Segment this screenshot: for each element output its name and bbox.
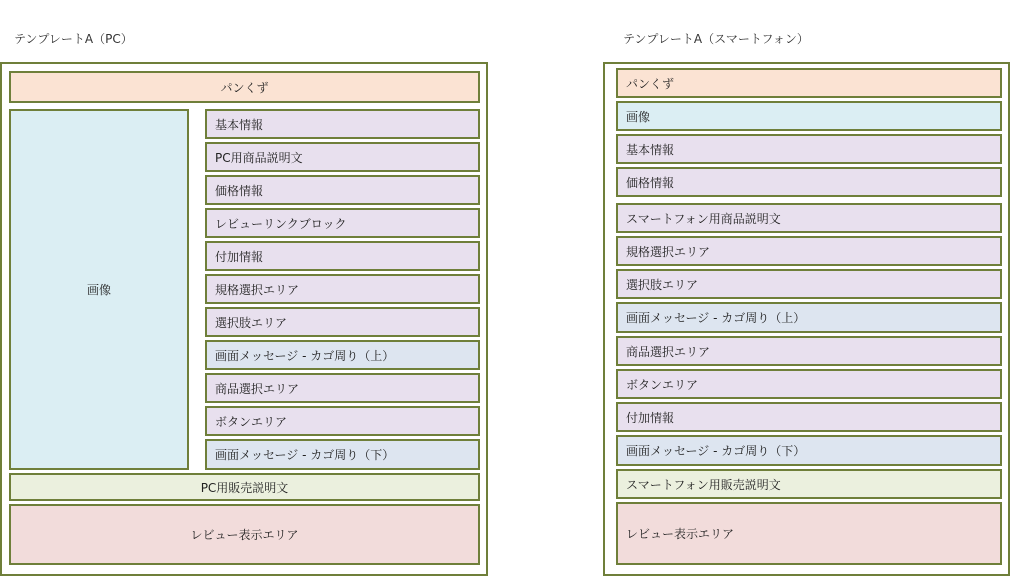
pc-image-block <box>9 109 189 470</box>
pc-message-cart-top-label: 画面メッセージ - カゴ周り（上） <box>215 348 395 363</box>
sp-additional-info-block <box>616 402 1002 432</box>
sp-basic-info-block <box>616 134 1002 164</box>
sp-breadcrumb-label: パンくず <box>626 76 675 91</box>
pc-product-select-label: 商品選択エリア <box>215 381 300 396</box>
sp-review-display-block <box>616 502 1002 565</box>
pc-template-title: テンプレートA（PC） <box>14 32 133 46</box>
sp-sales-description-block <box>616 469 1002 499</box>
sp-message-cart-top-block <box>616 302 1002 333</box>
sp-message-cart-top-label: 画面メッセージ - カゴ周り（上） <box>626 311 806 325</box>
pc-price-info-block <box>205 175 480 205</box>
pc-sales-description-label: PC用販売説明文 <box>200 480 289 495</box>
sp-spec-select-label: 規格選択エリア <box>626 244 711 259</box>
sp-sales-description-label: スマートフォン用販売説明文 <box>626 477 781 492</box>
sp-button-area-label: ボタンエリア <box>626 377 699 392</box>
pc-description-block <box>205 142 480 172</box>
pc-basic-info-label: 基本情報 <box>215 117 264 132</box>
pc-button-area-block <box>205 406 480 436</box>
pc-review-display-block <box>9 504 480 565</box>
sp-template-title: テンプレートA（スマートフォン） <box>623 32 809 46</box>
sp-spec-select-block <box>616 236 1002 266</box>
sp-message-cart-bottom-block <box>616 435 1002 466</box>
pc-sales-description-block <box>9 473 480 501</box>
pc-review-display-label: レビュー表示エリア <box>190 528 299 542</box>
sp-additional-info-label: 付加情報 <box>626 410 675 425</box>
pc-option-area-label: 選択肢エリア <box>215 315 288 330</box>
sp-button-area-block <box>616 369 1002 399</box>
pc-option-area-block <box>205 307 480 337</box>
sp-image-label: 画像 <box>626 109 651 124</box>
sp-option-area-label: 選択肢エリア <box>626 277 699 292</box>
sp-basic-info-label: 基本情報 <box>626 142 675 157</box>
pc-image-label: 画像 <box>86 283 111 297</box>
pc-message-cart-top-block <box>205 340 480 370</box>
sp-review-display-label: レビュー表示エリア <box>626 527 735 541</box>
sp-product-select-block <box>616 336 1002 366</box>
sp-option-area-block <box>616 269 1002 299</box>
pc-product-select-block <box>205 373 480 403</box>
pc-price-info-label: 価格情報 <box>215 183 264 198</box>
sp-price-info-label: 価格情報 <box>626 175 675 190</box>
pc-description-label: PC用商品説明文 <box>215 150 303 165</box>
sp-description-block <box>616 203 1002 233</box>
pc-breadcrumb-block <box>9 71 480 103</box>
pc-basic-info-block <box>205 109 480 139</box>
pc-spec-select-block <box>205 274 480 304</box>
pc-review-link-block <box>205 208 480 238</box>
sp-image-block <box>616 101 1002 131</box>
pc-review-link-label: レビューリンクブロック <box>215 216 347 231</box>
sp-message-cart-bottom-label: 画面メッセージ - カゴ周り（下） <box>626 444 806 458</box>
sp-description-label: スマートフォン用商品説明文 <box>626 211 781 226</box>
pc-additional-info-block <box>205 241 480 271</box>
sp-price-info-block <box>616 167 1002 197</box>
pc-message-cart-bottom-label: 画面メッセージ - カゴ周り（下） <box>215 448 395 462</box>
pc-breadcrumb-label: パンくず <box>220 80 269 95</box>
sp-breadcrumb-block <box>616 68 1002 98</box>
sp-product-select-label: 商品選択エリア <box>626 344 711 359</box>
pc-additional-info-label: 付加情報 <box>215 249 264 264</box>
pc-button-area-label: ボタンエリア <box>215 414 288 429</box>
pc-spec-select-label: 規格選択エリア <box>215 282 300 297</box>
pc-message-cart-bottom-block <box>205 439 480 470</box>
